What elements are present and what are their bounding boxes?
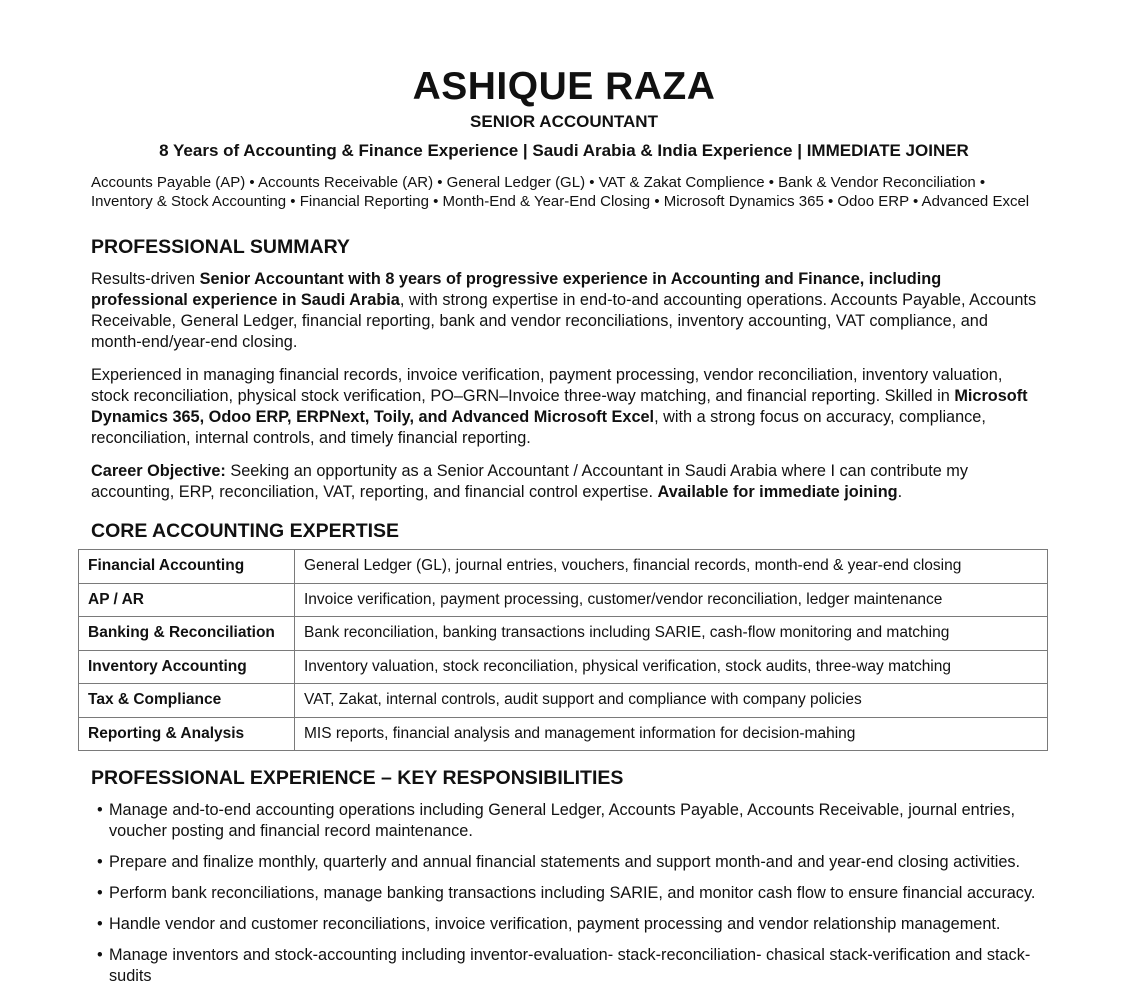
career-objective: [91, 461, 1041, 503]
list-item: • Handle vendor and customer reconciliations, invoice verification, payment processing and vendor relationship management.: [97, 914, 1047, 935]
objective-text: Seeking an opportunity as a Senior Accountant / Accountant in Saudi Arabia where I can contribute my accounting, ERP, reconciliation, VAT, reporting, and financial control expertise.: [91, 462, 969, 501]
table-row: [79, 617, 1048, 651]
table-row: [79, 583, 1048, 617]
expertise-category: Inventory Accounting: [79, 650, 295, 684]
table-row: [79, 684, 1048, 718]
list-item: • Perform bank reconciliations, manage banking transactions including SARIE, and monitor cash flow to ensure financial accuracy.: [97, 883, 1047, 904]
summary-p2-prefix: Experienced in managing financial records, invoice verification, payment processing, vendor reconciliation, inventory valuation, stock reconciliation, physical stock verification, PO–GRN–Invoice three-way matching, and financial reporting. Skilled in: [91, 366, 1003, 405]
expertise-category: AP / AR: [79, 583, 295, 617]
table-row: [79, 650, 1048, 684]
list-item: • Manage and-to-end accounting operations including General Ledger, Accounts Payable, Accounts Receivable, journal entries, voucher posting and financial record maintenance.: [97, 800, 1047, 842]
summary-p2-bold: Microsoft Dynamics 365, Odoo ERP, ERPNext, Toily, and Advanced Microsoft Excel: [91, 387, 1028, 426]
expertise-table: [78, 549, 1048, 751]
table-row: [79, 717, 1048, 751]
skills-line: Accounts Payable (AP) • Accounts Receivable (AR) • General Ledger (GL) • VAT & Zakat Complience • Bank & Vendor Reconciliation • Inventory & Stock Accounting • Financial Reporting • Month-End & Year-End Closing • Microsoft Dynamics 365 • Odoo ERP • Advanced Excel: [91, 174, 1030, 210]
responsibilities-list: [97, 800, 1047, 997]
expertise-details: Inventory valuation, stock reconciliation, physical verification, stock audits, three-way matching: [295, 650, 1048, 684]
summary-p2-suffix: , with a strong focus on accuracy, compliance, reconciliation, internal controls, and timely financial reporting.: [91, 408, 986, 447]
expertise-details: MIS reports, financial analysis and management information for decision-mahing: [295, 717, 1048, 751]
list-item: • Prepare and finalize monthly, quarterly and annual financial statements and support month-and and year-end closing activities.: [97, 852, 1047, 873]
summary-p1-prefix: Results-driven: [91, 270, 200, 288]
headline: 8 Years of Accounting & Finance Experience | Saudi Arabia & India Experience | IMMEDIATE JOINER: [159, 141, 969, 160]
expertise-category: Reporting & Analysis: [79, 717, 295, 751]
candidate-name: ASHIQUE RAZA: [412, 65, 716, 108]
summary-p1-suffix: , with strong expertise in end-to-and accounting operations. Accounts Payable, Accounts Receivable, General Ledger, financial reporting, bank and vendor reconciliations, inventory accounting, VAT compliance, and month-end/year-end closing.: [91, 291, 1037, 351]
expertise-category: Tax & Compliance: [79, 684, 295, 718]
objective-end: .: [897, 483, 903, 501]
summary-paragraph-1: [91, 269, 1041, 353]
expertise-details: General Ledger (GL), journal entries, vouchers, financial records, month-end & year-end closing: [295, 550, 1048, 584]
expertise-details: Invoice verification, payment processing, customer/vendor reconciliation, ledger maintenance: [295, 583, 1048, 617]
expertise-heading: CORE ACCOUNTING EXPERTISE: [91, 520, 400, 542]
list-item: • Manage inventors and stock-accounting including inventor-evaluation- stack-reconciliation- chasical stack-verification and stack-sudits: [97, 945, 1047, 987]
summary-paragraph-2: [91, 365, 1041, 449]
experience-heading: PROFESSIONAL EXPERIENCE – KEY RESPONSIBILITIES: [91, 767, 624, 789]
job-title: SENIOR ACCOUNTANT: [470, 112, 658, 131]
expertise-details: VAT, Zakat, internal controls, audit support and compliance with company policies: [295, 684, 1048, 718]
expertise-category: Banking & Reconciliation: [79, 617, 295, 651]
objective-availability: Available for immediate joining: [657, 483, 898, 501]
table-row: [79, 550, 1048, 584]
objective-label: Career Objective:: [91, 462, 226, 480]
expertise-details: Bank reconciliation, banking transactions including SARIE, cash-flow monitoring and matching: [295, 617, 1048, 651]
summary-p1-bold: Senior Accountant with 8 years of progressive experience in Accounting and Finance, including professional experience in Saudi Arabia: [91, 270, 942, 309]
summary-heading: PROFESSIONAL SUMMARY: [91, 236, 350, 258]
expertise-category: Financial Accounting: [79, 550, 295, 584]
